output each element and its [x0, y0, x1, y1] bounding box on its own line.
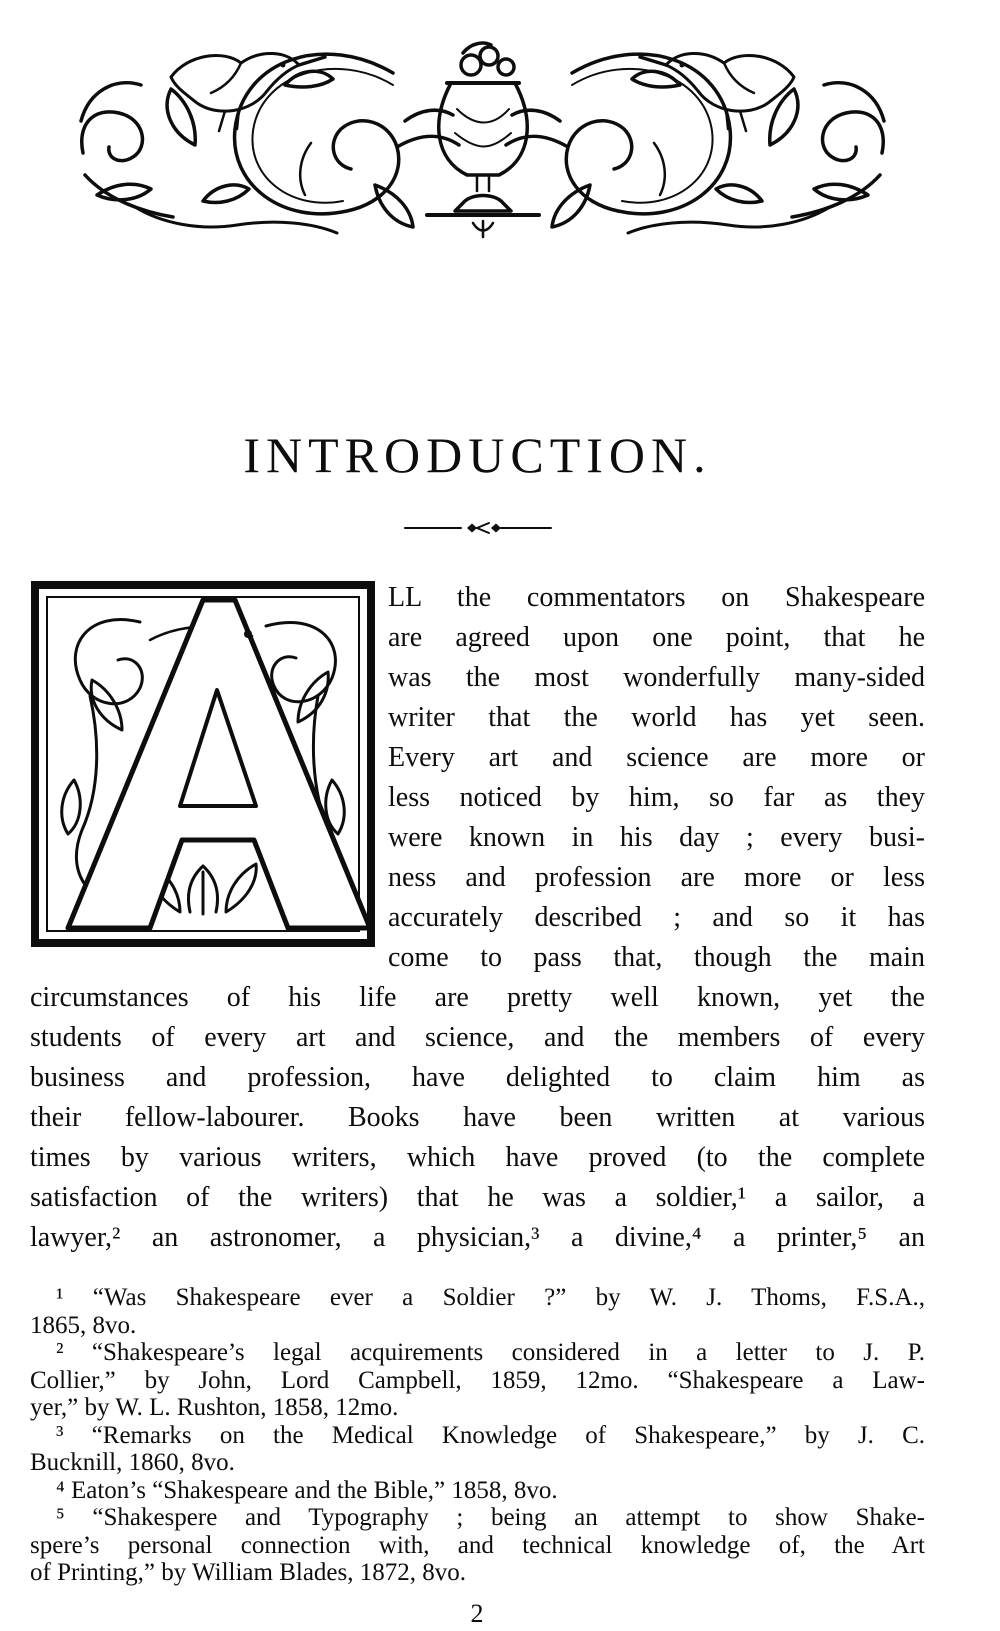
footnote-line: ⁵ “Shakespere and Typography ; being an attempt to show Shake- — [56, 1504, 925, 1531]
text-line: ness and profession are more or less — [388, 862, 925, 893]
divider-diamond-icon — [491, 524, 501, 533]
footnotes-section — [30, 1284, 925, 1587]
headpiece-right-scroll-bird-icon — [506, 53, 884, 233]
headpiece-left-scroll-bird-icon — [81, 53, 459, 233]
text-line: accurately described ; and so it has — [388, 902, 925, 933]
headpiece-ornament — [75, 25, 890, 240]
section-divider-icon — [403, 520, 553, 536]
text-line: lawyer,² an astronomer, a physician,³ a divine,⁴ a printer,⁵ an — [30, 1222, 925, 1253]
text-line: writer that the world has yet seen. — [388, 702, 925, 733]
text-line: circumstances of his life are pretty well known, yet the — [30, 982, 925, 1013]
footnote-line: ² “Shakespeare’s legal acquirements considered in a letter to J. P. — [56, 1339, 925, 1366]
page-number: 2 — [470, 1598, 485, 1628]
footnote-line: spere’s personal connection with, and technical knowledge of, the Art — [30, 1531, 925, 1559]
footnote-line: yer,” by W. L. Rushton, 1858, 12mo. — [30, 1394, 399, 1421]
text-line: satisfaction of the writers) that he was a soldier,¹ a sailor, a — [30, 1182, 925, 1213]
text-line: are agreed upon one point, that he — [388, 622, 925, 653]
footnote — [30, 1339, 925, 1422]
text-line: times by various writers, which have proved (to the complete — [30, 1142, 925, 1173]
headpiece-urn-icon — [427, 43, 539, 237]
text-line: their fellow-labourer. Books have been written at various — [30, 1102, 925, 1133]
footnote-line: Collier,” by John, Lord Campbell, 1859, 12mo. “Shakespeare a Law- — [30, 1366, 925, 1394]
headpiece-engraving-icon — [75, 25, 890, 240]
text-line: LL the commentators on Shakespeare — [388, 582, 925, 613]
text-line: Every art and science are more or — [388, 742, 925, 773]
dropcap-initial — [30, 580, 376, 948]
footnote — [30, 1504, 925, 1587]
footnote — [30, 1422, 925, 1477]
text-line: students of every art and science, and the members of every — [30, 1022, 925, 1053]
text-line: less noticed by him, so far as they — [388, 782, 925, 813]
text-line: business and profession, have delighted to claim him as — [30, 1062, 925, 1093]
footnote — [30, 1284, 925, 1339]
dropcap-woodcut-a-icon — [30, 580, 376, 948]
text-line: come to pass that, though the main — [388, 942, 925, 973]
footnote — [30, 1477, 925, 1505]
dropcap-dot — [244, 630, 252, 638]
footnote-line: of Printing,” by William Blades, 1872, 8vo. — [30, 1559, 466, 1586]
footnote-line: 1865, 8vo. — [30, 1311, 137, 1339]
page-title: INTRODUCTION. — [243, 427, 712, 483]
footnote-line: Bucknill, 1860, 8vo. — [30, 1449, 235, 1476]
text-line: was the most wonderfully many-sided — [388, 662, 925, 693]
body-paragraph — [30, 578, 925, 1258]
footnote-line: ⁴ Eaton’s “Shakespeare and the Bible,” 1858, 8vo. — [56, 1476, 558, 1504]
divider-diamond-icon — [467, 524, 477, 533]
text-line: were known in his day ; every busi- — [388, 822, 925, 853]
footnote-line: ³ “Remarks on the Medical Knowledge of Shakespeare,” by J. C. — [56, 1421, 925, 1449]
footnote-line: ¹ “Was Shakespeare ever a Soldier ?” by W. J. Thoms, F.S.A., — [56, 1284, 925, 1311]
